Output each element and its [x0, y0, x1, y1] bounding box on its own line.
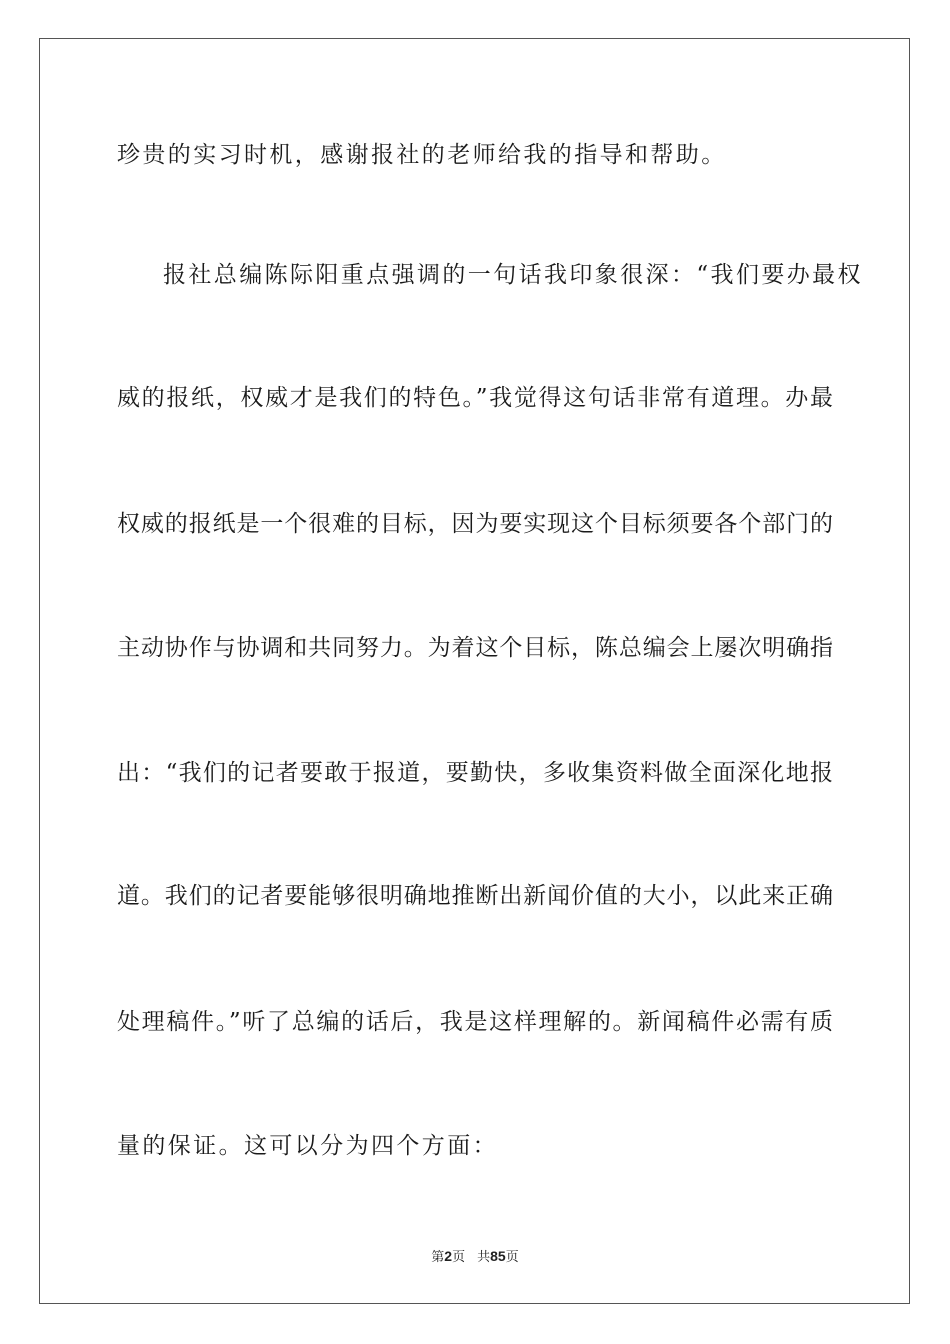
- page-prefix: 第: [431, 1250, 445, 1265]
- page-suffix: 页: [452, 1250, 466, 1265]
- text-line-4: 权威的报纸是一个很难的目标，因为要实现这个目标须要各个部门的: [117, 511, 833, 537]
- page-number: 2: [444, 1248, 453, 1264]
- page-footer: [0, 1247, 950, 1267]
- text-line-8: 处理稿件。”听了总编的话后，我是这样理解的。新闻稿件必需有质: [117, 1009, 833, 1035]
- text-line-6: 出：“我们的记者要敢于报道，要勤快，多收集资料做全面深化地报: [117, 760, 833, 786]
- text-line-3: 威的报纸，权威才是我们的特色。”我觉得这句话非常有道理。办最: [117, 385, 833, 411]
- text-line-2: 报社总编陈际阳重点强调的一句话我印象很深：“我们要办最权: [163, 262, 863, 288]
- total-prefix: 共: [477, 1250, 491, 1265]
- total-pages: 85: [490, 1248, 506, 1264]
- text-line-7: 道。我们的记者要能够很明确地推断出新闻价值的大小，以此来正确: [117, 883, 833, 909]
- text-line-1: 珍贵的实习时机，感谢报社的老师给我的指导和帮助。: [117, 142, 727, 168]
- total-suffix: 页: [505, 1250, 519, 1265]
- text-line-5: 主动协作与协调和共同努力。为着这个目标，陈总编会上屡次明确指: [117, 635, 833, 661]
- text-line-9: 量的保证。这可以分为四个方面：: [117, 1133, 498, 1159]
- page-border: [39, 38, 910, 1304]
